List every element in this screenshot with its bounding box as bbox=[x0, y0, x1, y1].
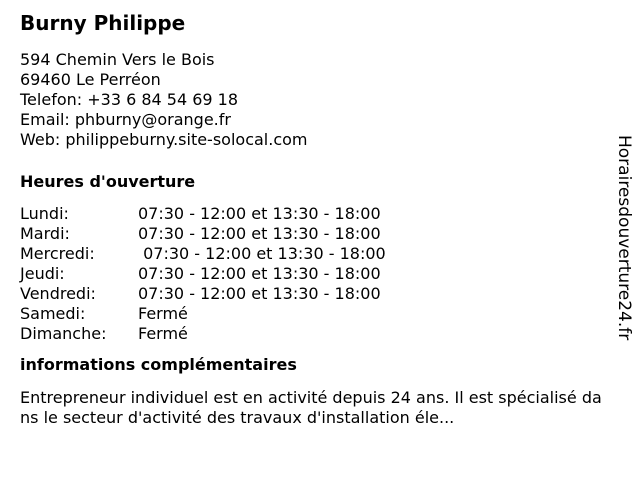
hours-row-dimanche bbox=[20, 324, 610, 344]
hours-row-samedi bbox=[20, 304, 610, 324]
hours-row-lundi bbox=[20, 204, 610, 224]
hours-row-jeudi bbox=[20, 264, 610, 284]
day-hours: 07:30 - 12:00 et 13:30 - 18:00 bbox=[138, 284, 381, 303]
address-street: 594 Chemin Vers le Bois bbox=[20, 50, 215, 69]
day-hours: 07:30 - 12:00 et 13:30 - 18:00 bbox=[138, 204, 381, 223]
phone-line: Telefon: +33 6 84 54 69 18 bbox=[20, 90, 239, 109]
hours-row-vendredi bbox=[20, 284, 610, 304]
email-line: Email: phburny@orange.fr bbox=[20, 110, 231, 129]
web-line: Web: philippeburny.site-solocal.com bbox=[20, 130, 308, 149]
day-hours: 07:30 - 12:00 et 13:30 - 18:00 bbox=[138, 244, 386, 263]
day-hours: Fermé bbox=[138, 304, 188, 323]
address-city: 69460 Le Perréon bbox=[20, 70, 161, 89]
hours-table bbox=[20, 204, 610, 344]
business-name: Burny Philippe bbox=[20, 11, 186, 35]
day-hours: Fermé bbox=[138, 324, 188, 343]
hours-row-mercredi bbox=[20, 244, 610, 264]
contact-block bbox=[20, 50, 610, 150]
hours-heading: Heures d'ouverture bbox=[20, 172, 196, 191]
day-hours: 07:30 - 12:00 et 13:30 - 18:00 bbox=[138, 224, 381, 243]
day-label: Mardi: bbox=[20, 224, 70, 243]
day-label: Jeudi: bbox=[20, 264, 65, 283]
info-description: Entrepreneur individuel est en activité depuis 24 ans. Il est spécialisé dans le secteur d'activité des travaux d'installation éle... bbox=[20, 388, 602, 427]
day-hours: 07:30 - 12:00 et 13:30 - 18:00 bbox=[138, 264, 381, 283]
day-label: Samedi: bbox=[20, 304, 86, 323]
site-watermark: Horairesdouverture24.fr bbox=[614, 135, 634, 341]
hours-row-mardi bbox=[20, 224, 610, 244]
day-label: Vendredi: bbox=[20, 284, 96, 303]
info-heading: informations complémentaires bbox=[20, 355, 297, 374]
day-label: Lundi: bbox=[20, 204, 69, 223]
day-label: Mercredi: bbox=[20, 244, 95, 263]
business-card bbox=[20, 8, 610, 428]
day-label: Dimanche: bbox=[20, 324, 107, 343]
